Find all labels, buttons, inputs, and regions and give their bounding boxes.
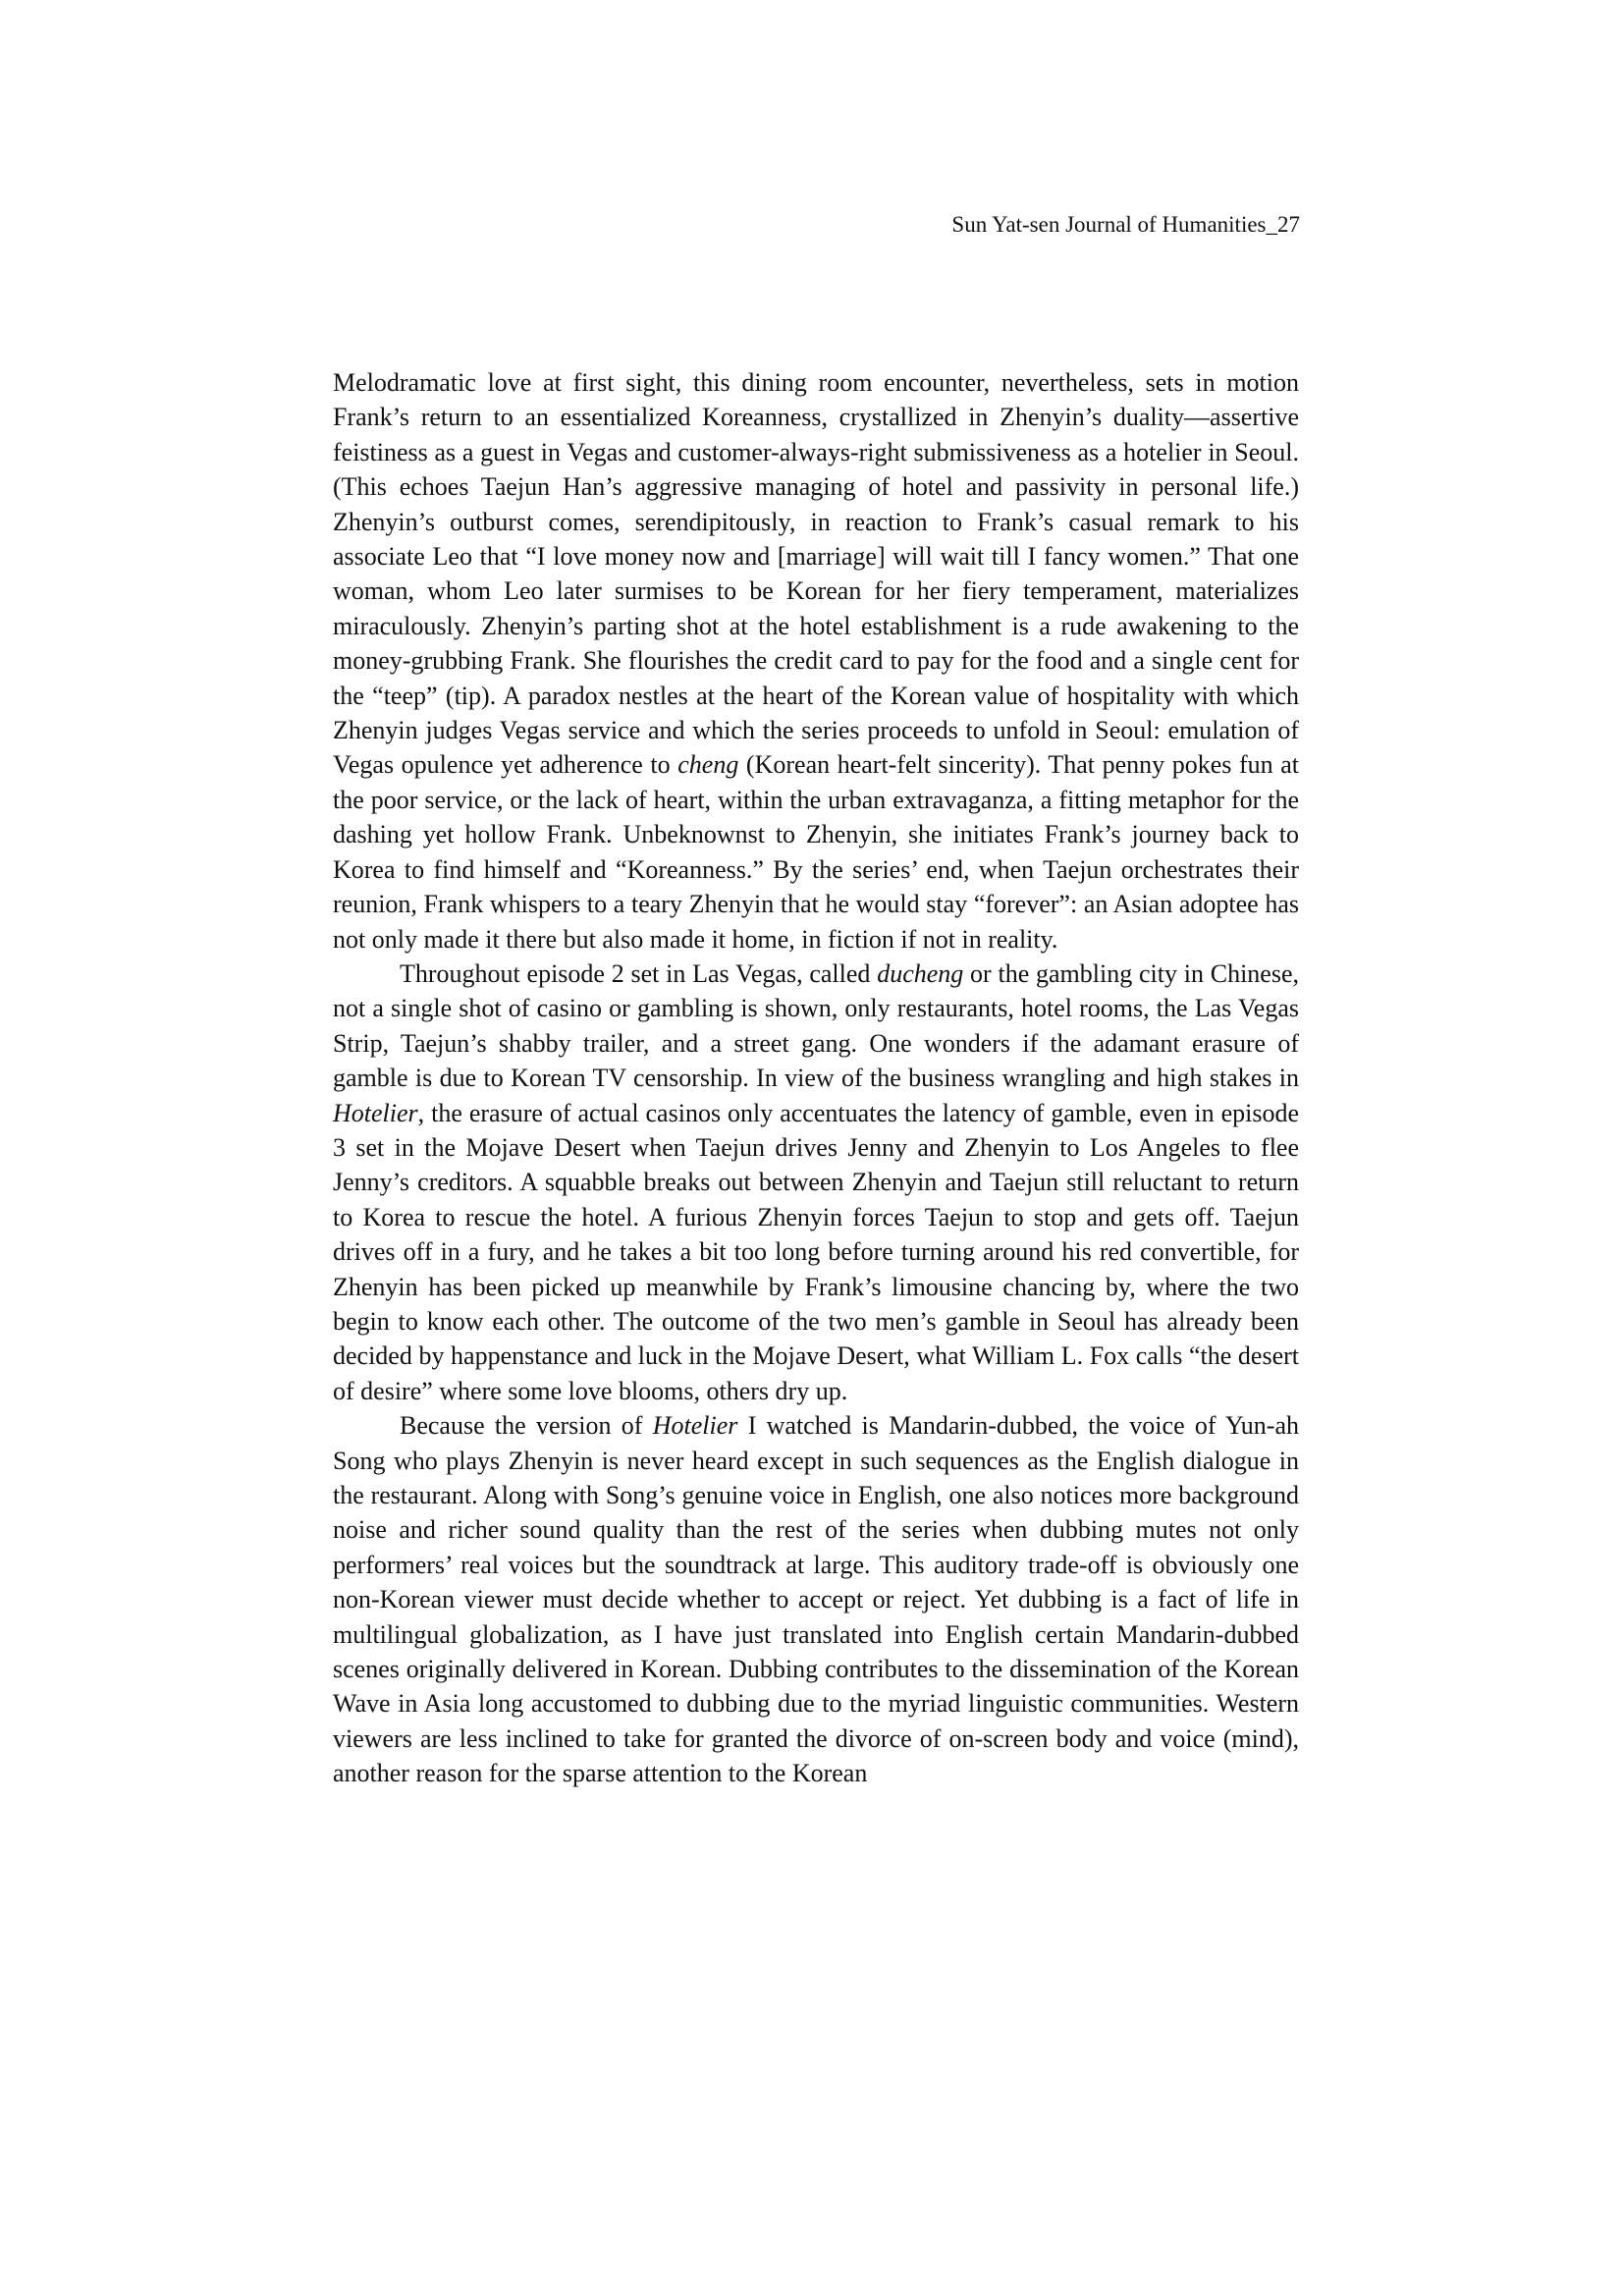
italic-term-ducheng: ducheng bbox=[877, 958, 964, 988]
paragraph-2 bbox=[333, 957, 1299, 1408]
paragraph-3 bbox=[333, 1408, 1299, 1790]
paragraph-1 bbox=[333, 365, 1299, 957]
text-run: (Korean heart-felt sincerity). That penny pokes fun at the poor service, or the lack of heart, within the urban extravaganza, a fitting metaphor for the dashing yet hollow Frank. Unbeknownst to Zhenyin, she initiates Frank’s journey back to Korea to find himself and “Koreanness.” By the series’ end, when Taejun orchestrates their reunion, Frank whispers to a teary Zhenyin that he would stay “forever”: an Asian adoptee has not only made it there but also made it home, in fiction if not in reality. bbox=[333, 750, 1299, 954]
italic-term-cheng: cheng bbox=[677, 750, 739, 780]
body-text bbox=[333, 365, 1299, 1791]
text-run: , the erasure of actual casinos only accentuates the latency of gamble, even in episode 3 set in the Mojave Desert when Taejun drives Jenny and Zhenyin to Los Angeles to flee Jenny’s creditors. A squabble breaks out between Zhenyin and Taejun still reluctant to return to Korea to rescue the hotel. A furious Zhenyin forces Taejun to stop and gets off. Taejun drives off in a fury, and he takes a bit too long before turning around his red convertible, for Zhenyin has been picked up meanwhile by Frank’s limousine chancing by, where the two begin to know each other. The outcome of the two men’s gamble in Seoul has already been decided by happenstance and luck in the Mojave Desert, what William L. Fox calls “the desert of desire” where some love blooms, others dry up. bbox=[333, 1098, 1299, 1405]
text-run: I watched is Mandarin-dubbed, the voice of Yun-ah Song who plays Zhenyin is never heard except in such sequences as the English dialogue in the restaurant. Along with Song’s genuine voice in English, one also notices more background noise and richer sound quality than the rest of the series when dubbing mutes not only performers’ real voices but the soundtrack at large. This auditory trade-off is obviously one non-Korean viewer must decide whether to accept or reject. Yet dubbing is a fact of life in multilingual globalization, as I have just translated into English certain Mandarin-dubbed scenes originally delivered in Korean. Dubbing contributes to the dissemination of the Korean Wave in Asia long accustomed to dubbing due to the myriad linguistic communities. Western viewers are less inclined to take for granted the divorce of on-screen body and voice (mind), another reason for the sparse attention to the Korean bbox=[333, 1411, 1299, 1788]
italic-title-hotelier: Hotelier bbox=[652, 1411, 738, 1441]
text-run: or the gambling city in Chinese, not a single shot of casino or gambling is shown, only restaurants, hotel rooms, the Las Vegas Strip, Taejun’s shabby trailer, and a street gang. One wonders if the adamant erasure of gamble is due to Korean TV censorship. In view of the business wrangling and high stakes in bbox=[333, 958, 1300, 1093]
running-head: Sun Yat-sen Journal of Humanities_27 bbox=[951, 212, 1300, 237]
text-run: Melodramatic love at first sight, this dining room encounter, nevertheless, sets in motion Frank’s return to an essentialized Koreanness, crystallized in Zhenyin’s duality—assertive feistiness as a guest in Vegas and customer-always-right submissiveness as a hotelier in Seoul. (This echoes Taejun Han’s aggressive managing of hotel and passivity in personal life.) Zhenyin’s outburst comes, serendipitously, in reaction to Frank’s casual remark to his associate Leo that “I love money now and [marriage] will wait till I fancy women.” That one woman, whom Leo later surmises to be Korean for her fiery temperament, materializes miraculously. Zhenyin’s parting shot at the hotel establishment is a rude awakening to the money-grubbing Frank. She flourishes the credit card to pay for the food and a single cent for the “teep” (tip). A paradox nestles at the heart of the Korean value of hospitality with which Zhenyin judges Vegas service and which the series proceeds to unfold in Seoul: emulation of Vegas opulence yet adherence to bbox=[333, 368, 1299, 780]
text-run: Throughout episode 2 set in Las Vegas, called bbox=[400, 958, 878, 988]
italic-title-hotelier: Hotelier bbox=[333, 1098, 418, 1127]
text-run: Because the version of bbox=[400, 1411, 653, 1441]
